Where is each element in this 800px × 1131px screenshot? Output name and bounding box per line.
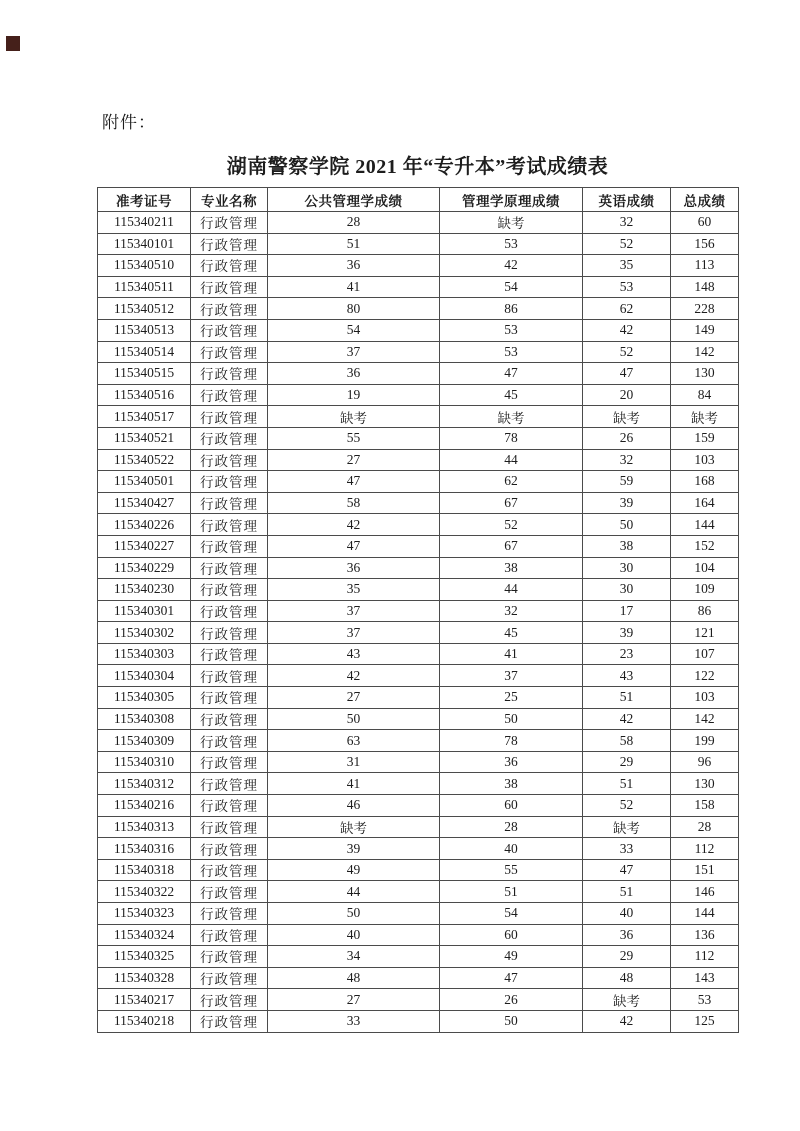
cell-score: 42: [268, 514, 440, 536]
cell-score: 48: [583, 967, 671, 989]
cell-exam-id: 115340522: [98, 449, 191, 471]
cell-score: 41: [440, 643, 583, 665]
cell-score: 53: [440, 319, 583, 341]
cell-score: 30: [583, 557, 671, 579]
cell-score: 52: [583, 233, 671, 255]
table-row: [98, 903, 739, 925]
table-row: [98, 967, 739, 989]
cell-score: 36: [268, 363, 440, 385]
cell-score: 48: [268, 967, 440, 989]
cell-score: 80: [268, 298, 440, 320]
cell-score: 46: [268, 795, 440, 817]
cell-score: 44: [440, 579, 583, 601]
table-row: [98, 492, 739, 514]
cell-score: 26: [440, 989, 583, 1011]
cell-score: 缺考: [440, 212, 583, 234]
table-row: [98, 255, 739, 277]
cell-total-score: 96: [671, 751, 739, 773]
cell-score: 23: [583, 643, 671, 665]
cell-score: 62: [583, 298, 671, 320]
cell-exam-id: 115340521: [98, 427, 191, 449]
cell-score: 37: [268, 600, 440, 622]
cell-score: 28: [440, 816, 583, 838]
cell-major: 行政管理: [191, 276, 268, 298]
cell-score: 40: [268, 924, 440, 946]
cell-major: 行政管理: [191, 579, 268, 601]
cell-score: 63: [268, 730, 440, 752]
cell-score: 42: [583, 1010, 671, 1032]
table-row: [98, 471, 739, 493]
cell-score: 60: [440, 795, 583, 817]
cell-exam-id: 115340514: [98, 341, 191, 363]
cell-total-score: 53: [671, 989, 739, 1011]
table-row: [98, 276, 739, 298]
cell-score: 43: [583, 665, 671, 687]
cell-total-score: 142: [671, 708, 739, 730]
cell-score: 52: [583, 341, 671, 363]
cell-score: 41: [268, 276, 440, 298]
cell-total-score: 103: [671, 687, 739, 709]
cell-total-score: 122: [671, 665, 739, 687]
cell-score: 26: [583, 427, 671, 449]
column-header-0: 准考证号: [98, 188, 191, 212]
cell-score: 78: [440, 427, 583, 449]
cell-score: 51: [440, 881, 583, 903]
table-row: [98, 514, 739, 536]
cell-score: 37: [440, 665, 583, 687]
cell-major: 行政管理: [191, 427, 268, 449]
cell-score: 缺考: [440, 406, 583, 428]
table-row: [98, 946, 739, 968]
cell-total-score: 84: [671, 384, 739, 406]
cell-total-score: 136: [671, 924, 739, 946]
cell-total-score: 151: [671, 859, 739, 881]
cell-score: 37: [268, 622, 440, 644]
cell-total-score: 228: [671, 298, 739, 320]
cell-score: 62: [440, 471, 583, 493]
table-row: [98, 427, 739, 449]
cell-score: 43: [268, 643, 440, 665]
cell-score: 40: [583, 903, 671, 925]
table-row: [98, 579, 739, 601]
cell-total-score: 159: [671, 427, 739, 449]
cell-exam-id: 115340312: [98, 773, 191, 795]
cell-score: 缺考: [583, 989, 671, 1011]
cell-score: 67: [440, 535, 583, 557]
cell-total-score: 107: [671, 643, 739, 665]
cell-total-score: 152: [671, 535, 739, 557]
cell-total-score: 144: [671, 903, 739, 925]
cell-exam-id: 115340230: [98, 579, 191, 601]
cell-score: 47: [440, 967, 583, 989]
table-row: [98, 449, 739, 471]
cell-major: 行政管理: [191, 1010, 268, 1032]
table-row: [98, 730, 739, 752]
cell-major: 行政管理: [191, 384, 268, 406]
cell-score: 17: [583, 600, 671, 622]
cell-exam-id: 115340304: [98, 665, 191, 687]
table-row: [98, 838, 739, 860]
table-row: [98, 773, 739, 795]
cell-score: 60: [440, 924, 583, 946]
cell-exam-id: 115340303: [98, 643, 191, 665]
cell-exam-id: 115340226: [98, 514, 191, 536]
cell-score: 49: [440, 946, 583, 968]
table-row: [98, 881, 739, 903]
cell-score: 缺考: [268, 406, 440, 428]
cell-score: 86: [440, 298, 583, 320]
table-row: [98, 687, 739, 709]
cell-score: 38: [440, 557, 583, 579]
attachment-label: 附件：: [102, 113, 156, 132]
cell-major: 行政管理: [191, 881, 268, 903]
cell-score: 缺考: [583, 816, 671, 838]
cell-score: 42: [440, 255, 583, 277]
cell-score: 44: [268, 881, 440, 903]
cell-score: 27: [268, 989, 440, 1011]
column-header-4: 英语成绩: [583, 188, 671, 212]
cell-major: 行政管理: [191, 665, 268, 687]
cell-score: 缺考: [268, 816, 440, 838]
cell-total-score: 112: [671, 946, 739, 968]
cell-exam-id: 115340427: [98, 492, 191, 514]
cell-exam-id: 115340309: [98, 730, 191, 752]
cell-score: 35: [268, 579, 440, 601]
cell-total-score: 168: [671, 471, 739, 493]
cell-major: 行政管理: [191, 319, 268, 341]
cell-score: 32: [583, 212, 671, 234]
cell-total-score: 60: [671, 212, 739, 234]
cell-exam-id: 115340101: [98, 233, 191, 255]
cell-exam-id: 115340323: [98, 903, 191, 925]
cell-score: 39: [268, 838, 440, 860]
cell-score: 54: [268, 319, 440, 341]
cell-score: 50: [583, 514, 671, 536]
cell-score: 40: [440, 838, 583, 860]
cell-total-score: 112: [671, 838, 739, 860]
table-row: [98, 859, 739, 881]
cell-score: 51: [583, 881, 671, 903]
cell-exam-id: 115340324: [98, 924, 191, 946]
cell-major: 行政管理: [191, 514, 268, 536]
cell-score: 50: [268, 708, 440, 730]
cell-score: 50: [268, 903, 440, 925]
table-row: [98, 298, 739, 320]
cell-total-score: 148: [671, 276, 739, 298]
table-row: [98, 622, 739, 644]
cell-score: 47: [583, 363, 671, 385]
cell-exam-id: 115340211: [98, 212, 191, 234]
cell-exam-id: 115340318: [98, 859, 191, 881]
cell-score: 缺考: [583, 406, 671, 428]
cell-exam-id: 115340316: [98, 838, 191, 860]
table-row: [98, 233, 739, 255]
table-row: [98, 384, 739, 406]
cell-score: 27: [268, 449, 440, 471]
cell-exam-id: 115340322: [98, 881, 191, 903]
cell-score: 39: [583, 492, 671, 514]
cell-major: 行政管理: [191, 903, 268, 925]
cell-total-score: 144: [671, 514, 739, 536]
cell-major: 行政管理: [191, 492, 268, 514]
cell-score: 34: [268, 946, 440, 968]
cell-score: 67: [440, 492, 583, 514]
cell-score: 53: [440, 341, 583, 363]
cell-major: 行政管理: [191, 946, 268, 968]
cell-total-score: 164: [671, 492, 739, 514]
cell-major: 行政管理: [191, 535, 268, 557]
cell-score: 42: [583, 319, 671, 341]
cell-score: 28: [268, 212, 440, 234]
cell-major: 行政管理: [191, 341, 268, 363]
cell-score: 36: [440, 751, 583, 773]
cell-score: 31: [268, 751, 440, 773]
cell-total-score: 158: [671, 795, 739, 817]
cell-total-score: 130: [671, 363, 739, 385]
cell-major: 行政管理: [191, 687, 268, 709]
cell-score: 47: [268, 535, 440, 557]
page-title: 湖南警察学院 2021 年“专升本”考试成绩表: [226, 156, 609, 178]
cell-exam-id: 115340229: [98, 557, 191, 579]
cell-exam-id: 115340511: [98, 276, 191, 298]
cell-major: 行政管理: [191, 838, 268, 860]
column-header-2: 公共管理学成绩: [268, 188, 440, 212]
cell-exam-id: 115340218: [98, 1010, 191, 1032]
cell-score: 50: [440, 1010, 583, 1032]
table-row: [98, 1010, 739, 1032]
cell-score: 58: [583, 730, 671, 752]
cell-score: 32: [440, 600, 583, 622]
cell-major: 行政管理: [191, 795, 268, 817]
cell-score: 52: [583, 795, 671, 817]
cell-score: 47: [583, 859, 671, 881]
cell-exam-id: 115340216: [98, 795, 191, 817]
table-row: [98, 795, 739, 817]
cell-major: 行政管理: [191, 255, 268, 277]
cell-major: 行政管理: [191, 989, 268, 1011]
cell-exam-id: 115340313: [98, 816, 191, 838]
cell-major: 行政管理: [191, 859, 268, 881]
cell-major: 行政管理: [191, 298, 268, 320]
table-row: [98, 708, 739, 730]
cell-major: 行政管理: [191, 406, 268, 428]
cell-score: 30: [583, 579, 671, 601]
cell-total-score: 146: [671, 881, 739, 903]
cell-score: 47: [268, 471, 440, 493]
cell-score: 29: [583, 946, 671, 968]
cell-score: 59: [583, 471, 671, 493]
table-row: [98, 535, 739, 557]
cell-exam-id: 115340328: [98, 967, 191, 989]
cell-total-score: 156: [671, 233, 739, 255]
cell-exam-id: 115340513: [98, 319, 191, 341]
cell-exam-id: 115340510: [98, 255, 191, 277]
cell-total-score: 130: [671, 773, 739, 795]
cell-exam-id: 115340310: [98, 751, 191, 773]
cell-major: 行政管理: [191, 816, 268, 838]
table-row: [98, 319, 739, 341]
table-header-row: [98, 188, 739, 212]
table-row: [98, 989, 739, 1011]
cell-score: 44: [440, 449, 583, 471]
table-body: [98, 212, 739, 1033]
cell-score: 53: [440, 233, 583, 255]
cell-major: 行政管理: [191, 622, 268, 644]
cell-score: 35: [583, 255, 671, 277]
cell-total-score: 149: [671, 319, 739, 341]
cell-score: 29: [583, 751, 671, 773]
table-row: [98, 751, 739, 773]
table-row: [98, 600, 739, 622]
cell-exam-id: 115340501: [98, 471, 191, 493]
cell-score: 42: [583, 708, 671, 730]
cell-score: 51: [268, 233, 440, 255]
table-row: [98, 557, 739, 579]
cell-exam-id: 115340227: [98, 535, 191, 557]
cell-total-score: 113: [671, 255, 739, 277]
table-row: [98, 212, 739, 234]
cell-exam-id: 115340516: [98, 384, 191, 406]
cell-score: 49: [268, 859, 440, 881]
cell-major: 行政管理: [191, 233, 268, 255]
cell-major: 行政管理: [191, 449, 268, 471]
cell-major: 行政管理: [191, 708, 268, 730]
cell-score: 19: [268, 384, 440, 406]
cell-major: 行政管理: [191, 773, 268, 795]
table-row: [98, 665, 739, 687]
cell-major: 行政管理: [191, 212, 268, 234]
cell-major: 行政管理: [191, 730, 268, 752]
cell-score: 42: [268, 665, 440, 687]
cell-major: 行政管理: [191, 967, 268, 989]
cell-score: 38: [583, 535, 671, 557]
scores-table: [97, 187, 739, 1033]
cell-score: 51: [583, 773, 671, 795]
cell-score: 54: [440, 903, 583, 925]
cell-exam-id: 115340305: [98, 687, 191, 709]
cell-score: 27: [268, 687, 440, 709]
cell-exam-id: 115340515: [98, 363, 191, 385]
cell-total-score: 125: [671, 1010, 739, 1032]
cell-total-score: 199: [671, 730, 739, 752]
cell-exam-id: 115340302: [98, 622, 191, 644]
column-header-1: 专业名称: [191, 188, 268, 212]
cell-score: 33: [268, 1010, 440, 1032]
cell-score: 55: [440, 859, 583, 881]
cell-exam-id: 115340517: [98, 406, 191, 428]
cell-score: 36: [583, 924, 671, 946]
cell-score: 37: [268, 341, 440, 363]
cell-major: 行政管理: [191, 471, 268, 493]
cell-score: 51: [583, 687, 671, 709]
cell-major: 行政管理: [191, 643, 268, 665]
cell-total-score: 121: [671, 622, 739, 644]
table-row: [98, 643, 739, 665]
table-row: [98, 924, 739, 946]
cell-major: 行政管理: [191, 557, 268, 579]
cell-score: 38: [440, 773, 583, 795]
cell-score: 53: [583, 276, 671, 298]
cell-exam-id: 115340325: [98, 946, 191, 968]
column-header-5: 总成绩: [671, 188, 739, 212]
cell-score: 45: [440, 384, 583, 406]
cell-score: 52: [440, 514, 583, 536]
cell-score: 54: [440, 276, 583, 298]
cell-total-score: 86: [671, 600, 739, 622]
cell-score: 20: [583, 384, 671, 406]
cell-major: 行政管理: [191, 363, 268, 385]
cell-score: 78: [440, 730, 583, 752]
cell-score: 41: [268, 773, 440, 795]
cell-score: 32: [583, 449, 671, 471]
column-header-3: 管理学原理成绩: [440, 188, 583, 212]
cell-score: 36: [268, 255, 440, 277]
cell-exam-id: 115340217: [98, 989, 191, 1011]
cell-exam-id: 115340308: [98, 708, 191, 730]
cell-total-score: 143: [671, 967, 739, 989]
cell-exam-id: 115340512: [98, 298, 191, 320]
cell-total-score: 缺考: [671, 406, 739, 428]
cell-score: 55: [268, 427, 440, 449]
cell-score: 36: [268, 557, 440, 579]
cell-total-score: 104: [671, 557, 739, 579]
table-row: [98, 816, 739, 838]
table-row: [98, 406, 739, 428]
cell-total-score: 103: [671, 449, 739, 471]
cell-major: 行政管理: [191, 751, 268, 773]
cell-major: 行政管理: [191, 600, 268, 622]
cell-total-score: 28: [671, 816, 739, 838]
cell-score: 33: [583, 838, 671, 860]
cell-score: 45: [440, 622, 583, 644]
cell-total-score: 142: [671, 341, 739, 363]
cell-score: 39: [583, 622, 671, 644]
table-row: [98, 363, 739, 385]
cell-major: 行政管理: [191, 924, 268, 946]
cell-exam-id: 115340301: [98, 600, 191, 622]
cell-score: 47: [440, 363, 583, 385]
table-row: [98, 341, 739, 363]
cell-score: 25: [440, 687, 583, 709]
scan-artifact-mark: [6, 36, 20, 51]
cell-score: 50: [440, 708, 583, 730]
cell-total-score: 109: [671, 579, 739, 601]
cell-score: 58: [268, 492, 440, 514]
